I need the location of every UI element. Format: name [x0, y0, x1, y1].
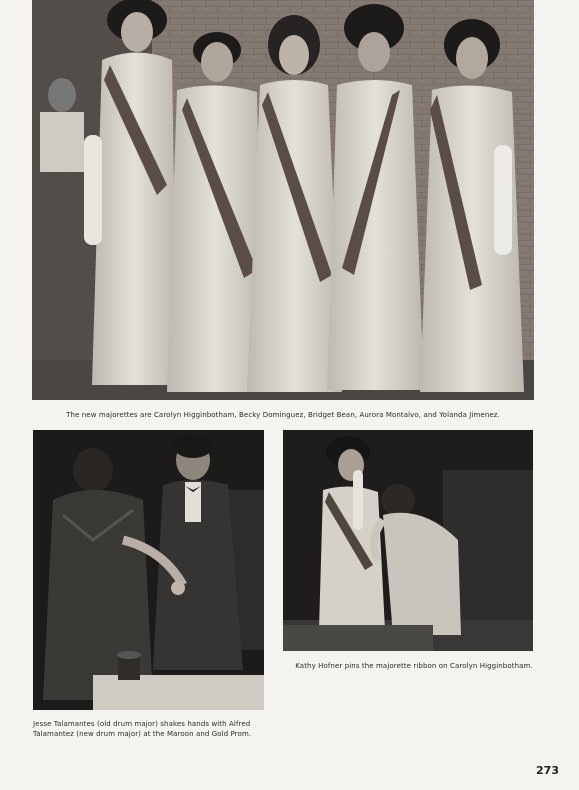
- pinning-photo-illustration: [283, 430, 533, 651]
- caption-majorettes: The new majorettes are Carolyn Higginbotham, Becky Dominguez, Bridget Bean, Aurora Montalvo, and Yolanda Jimenez.: [66, 411, 500, 419]
- majorette-figures: [84, 0, 524, 392]
- caption-drum-majors: Jesse Talamantes (old drum major) shakes hands with Alfred Talamantez (new drum major) at the Maroon and Gold Prom.: [33, 720, 252, 738]
- majorettes-photo-illustration: [32, 0, 534, 400]
- majorettes-group-photo: [32, 0, 534, 400]
- ribbon-pinning-photo: [283, 430, 533, 651]
- caption-ribbon-pinning: Kathy Hofner pins the majorette ribbon on Carolyn Higginbotham.: [295, 662, 533, 670]
- handshake-photo-illustration: [33, 430, 264, 710]
- drum-major-handshake-photo: [33, 430, 264, 710]
- page-number: 273: [536, 764, 559, 777]
